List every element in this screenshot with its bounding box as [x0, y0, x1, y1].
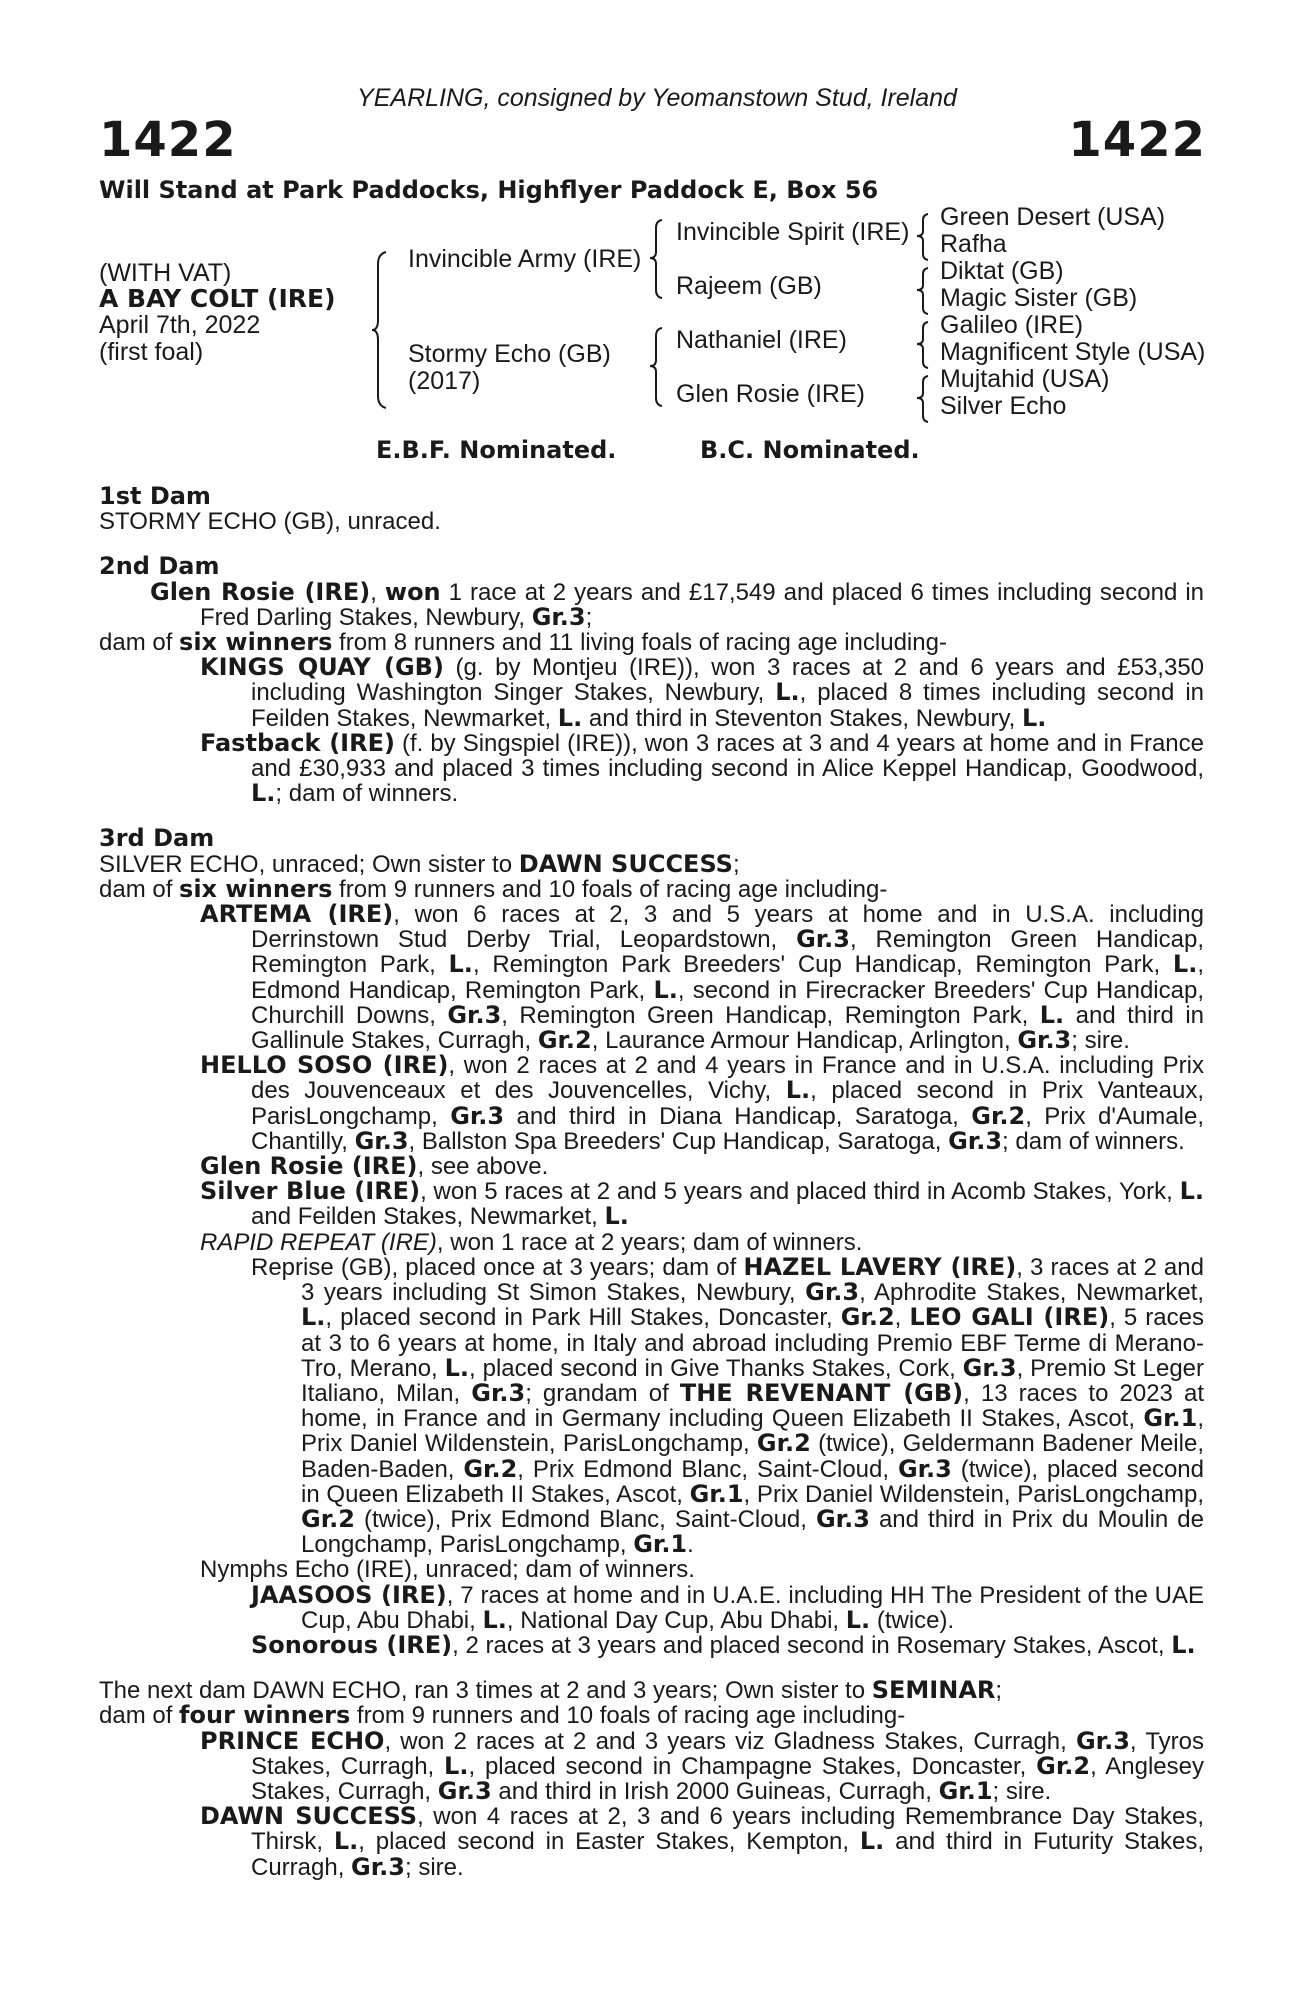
second-dam-won: won: [384, 577, 441, 606]
record-text: (twice), Geldermann Badener Meile, Baden-Baden,: [301, 1430, 1204, 1483]
winners-count: six winners: [179, 874, 333, 903]
pedigree-dam: Stormy Echo (GB): [408, 340, 611, 368]
pedigree-dam-dam: Glen Rosie (IRE): [676, 380, 865, 408]
grade-label: L.: [1172, 950, 1198, 979]
record-text: .: [687, 1531, 694, 1559]
record-text: , Prix Daniel Wildenstein, ParisLongchamp,: [301, 1405, 1204, 1458]
second-dam-name: Glen Rosie (IRE): [150, 577, 371, 606]
record-text: , placed second in Give Thanks Stakes, Cork,: [469, 1354, 963, 1382]
next-dam-produce: [99, 1703, 1204, 1728]
lot-number-right: 1422: [1068, 112, 1206, 168]
record-text: , Anglesey Stakes, Curragh,: [251, 1752, 1204, 1805]
record-text: and third in Futurity Stakes, Curragh,: [251, 1828, 1204, 1881]
record-text: and Feilden Stakes, Newmarket,: [251, 1203, 605, 1231]
produce-name: RAPID REPEAT (IRE): [200, 1228, 437, 1256]
sister-name: DAWN SUCCESS: [518, 849, 733, 878]
produce-name: PRINCE ECHO: [200, 1726, 385, 1755]
pedigree-dam-year: (2017): [408, 367, 481, 395]
pedigree-bracket-sd: [917, 266, 931, 316]
grade-label: Gr.2: [301, 1504, 355, 1533]
record-text: , National Day Cup, Abu Dhabi,: [506, 1606, 846, 1634]
produce-entry: [99, 728, 1204, 808]
record-text: , Remington Green Handicap, Remington Park,: [251, 926, 1205, 979]
first-dam-section: [99, 484, 1204, 534]
record-text: , Aphrodite Stakes, Newmarket,: [859, 1279, 1204, 1307]
grade-label: L.: [444, 1751, 469, 1780]
grade-label: L.: [448, 950, 473, 979]
grade-label: Gr.2: [840, 1303, 895, 1332]
record-text: , 2 races at 3 years and placed second in Rosemary Stakes, Ascot,: [452, 1631, 1172, 1659]
grade-label: Gr.2: [756, 1429, 811, 1458]
record-text: (twice), Prix Edmond Blanc, Saint-Cloud,: [354, 1505, 816, 1533]
first-dam-heading: 1st Dam: [99, 482, 211, 510]
produce-entry-sonorous: [99, 1630, 1204, 1659]
record-text: [251, 901, 1204, 1054]
next-dam-record: [99, 1678, 1204, 1703]
grade-label: L.: [1022, 703, 1047, 732]
record-text: , 13 races to 2023 at home, in France and in Germany including Queen Elizabeth II Stakes, Ascot,: [301, 1379, 1205, 1433]
third-dam-produce: [99, 874, 1204, 903]
produce-name: ARTEMA (IRE): [200, 900, 394, 929]
grade-label: Gr.1: [689, 1479, 744, 1508]
record-text: , Premio St Leger Italiano, Milan,: [301, 1354, 1205, 1407]
record-text: ; grandam of: [525, 1379, 680, 1407]
grade-label: Gr.1: [938, 1776, 993, 1805]
record-text: , Remington Park Breeders' Cup Handicap, Remington Park,: [472, 951, 1173, 979]
grade-label: LEO GALI (IRE): [909, 1303, 1110, 1332]
record-text: , Prix Daniel Wildenstein, ParisLongchamp,: [743, 1480, 1204, 1508]
winners-count: six winners: [179, 628, 333, 657]
grade-label: Gr.3: [437, 1776, 492, 1805]
record-text: [251, 1254, 1204, 1558]
record-text: ; sire.: [404, 1853, 464, 1881]
record-text: from 9 runners and 10 foals of racing age including-: [332, 875, 888, 903]
produce-entry-nymphs-echo: [99, 1557, 1204, 1582]
record-text: from 8 runners and 11 living foals of racing age including-: [332, 629, 947, 657]
pedigree-sss: Green Desert (USA): [940, 203, 1166, 231]
record-text: , placed second in Prix Vanteaux, ParisLongchamp,: [251, 1077, 1204, 1130]
stand-location: Will Stand at Park Paddocks, Highflyer Paddock E, Box 56: [99, 176, 879, 204]
record-text: and third in Irish 2000 Guineas, Curragh,: [491, 1777, 939, 1805]
grade-label: Gr.3: [1075, 1726, 1130, 1755]
grade-label: L.: [301, 1303, 326, 1332]
winners-count: four winners: [179, 1701, 351, 1730]
record-text: dam of: [99, 1702, 180, 1730]
record-text: , placed second in Champagne Stakes, Doncaster,: [468, 1752, 1037, 1780]
record-text: ; dam of winners.: [1002, 1127, 1185, 1155]
record-text: , Laurance Armour Handicap, Arlington,: [591, 1027, 1018, 1055]
third-dam-heading: 3rd Dam: [99, 824, 215, 853]
pedigree-sds: Diktat (GB): [940, 257, 1064, 285]
grade-label: Gr.3: [796, 925, 850, 954]
record-text: , Remington Green Handicap, Remington Park,: [501, 1001, 1040, 1029]
grade-label: L.: [251, 779, 276, 808]
record-text: dam of: [99, 629, 180, 657]
grade-label: Gr.3: [447, 1000, 502, 1029]
produce-name: DAWN SUCCESS: [200, 1802, 418, 1831]
record-text: and third in Gallinule Stakes, Curragh,: [251, 1001, 1204, 1055]
foaling-date: April 7th, 2022: [99, 311, 261, 339]
produce-entry-jaasoos: [99, 1580, 1204, 1634]
record-text: [452, 1632, 1195, 1659]
record-text: ;: [585, 603, 593, 631]
record-text: [251, 1728, 1204, 1805]
record-text: , placed second in Park Hill Stakes, Doncaster,: [325, 1304, 841, 1332]
pedigree-bracket-main: [372, 250, 392, 410]
record-text: and third in Prix du Moulin de Longchamp, ParisLongchamp,: [301, 1505, 1204, 1559]
record-text: , Prix d'Aumale, Chantilly,: [251, 1102, 1204, 1155]
pedigree-bracket-ss: [917, 212, 931, 262]
pedigree-ssd: Rafha: [940, 230, 1007, 258]
next-dam-section: [99, 1678, 1204, 1880]
pedigree-sire: Invincible Army (IRE): [408, 245, 642, 273]
produce-entry-hello-soso: [99, 1053, 1204, 1154]
record-text: , won 5 races at 2 and 5 years and placed third in Acomb Stakes, York,: [420, 1178, 1180, 1206]
produce-entry-rapid-repeat: [99, 1230, 1204, 1255]
grade-label: L.: [604, 1202, 629, 1231]
pedigree-sire-sire: Invincible Spirit (IRE): [676, 218, 910, 246]
grade-label: Gr.3: [897, 1454, 952, 1483]
record-text: dam of: [99, 875, 180, 903]
record-text: , won 2 races at 2 and 4 years in France and in U.S.A. including Prix des Jouvenceaux et des Jouvencelles, Vichy,: [251, 1052, 1204, 1105]
produce-name: Fastback (IRE): [200, 728, 395, 757]
grade-label: Gr.3: [531, 602, 586, 631]
record-text: and third in Diana Handicap, Saratoga,: [504, 1102, 972, 1130]
record-text: , 5 races at 3 to 6 years at home, in Italy and abroad including Premio EBF Terme di Merano-Tro, Merano,: [301, 1304, 1204, 1382]
record-text: ;: [995, 1677, 1003, 1705]
grade-label: Gr.3: [805, 1278, 860, 1307]
record-text: (g. by Montjeu (IRE)), won 3 races at 2 and 6 years and £53,350 including Washington Singer Stakes, Newbury,: [251, 654, 1205, 707]
pedigree-bracket-sire: [650, 218, 666, 300]
grade-label: Gr.3: [815, 1504, 870, 1533]
grade-label: L.: [785, 1076, 811, 1105]
record-text: 1 race at 2 years and £17,549 and placed 6 times including second in Fred Darling Stakes, Newbury,: [200, 578, 1204, 631]
grade-label: L.: [333, 1827, 359, 1856]
grade-label: Gr.2: [1036, 1751, 1091, 1780]
record-text: ; sire.: [992, 1777, 1052, 1805]
record-text: , second in Firecracker Breeders' Cup Handicap, Churchill Downs,: [251, 976, 1204, 1029]
grade-label: HAZEL LAVERY (IRE): [743, 1252, 1017, 1281]
grade-label: Gr.3: [948, 1126, 1003, 1155]
record-text: (twice).: [870, 1606, 955, 1634]
record-text: , Tyros Stakes, Curragh,: [251, 1727, 1205, 1780]
pedigree-ddd: Silver Echo: [940, 392, 1067, 420]
grade-label: L.: [775, 678, 800, 707]
grade-label: Gr.3: [450, 1101, 505, 1130]
record-text: Reprise (GB), placed once at 3 years; dam of: [251, 1253, 744, 1281]
grade-label: Gr.2: [537, 1026, 592, 1055]
produce-entry-silver-blue: [99, 1179, 1204, 1229]
produce-entry-glen-rosie: [99, 1154, 1204, 1179]
pedigree-bracket-dam: [650, 326, 666, 408]
record-text: SILVER ECHO, unraced; Own sister to: [99, 850, 519, 878]
second-dam-produce: [99, 630, 1204, 655]
grade-label: L.: [482, 1605, 507, 1634]
record-text: , won 2 races at 2 and 3 years viz Gladness Stakes, Curragh,: [384, 1727, 1076, 1755]
record-text: , 7 races at home and in U.A.E. including HH The President of the UAE Cup, Abu Dhabi,: [301, 1581, 1204, 1634]
grade-label: THE REVENANT (GB): [679, 1378, 964, 1407]
pedigree-dam-sire: Nathaniel (IRE): [676, 326, 847, 354]
grade-label: L.: [444, 1353, 470, 1382]
grade-label: Gr.1: [1143, 1404, 1198, 1433]
pedigree-bracket-dd: [917, 374, 931, 424]
pedigree-dss: Galileo (IRE): [940, 311, 1084, 339]
record-text: and third in Steventon Stakes, Newbury,: [582, 704, 1023, 732]
record-text: , won 1 race at 2 years; dam of winners.: [436, 1228, 863, 1256]
grade-label: L.: [845, 1605, 871, 1634]
grade-label: Gr.2: [971, 1101, 1026, 1130]
record-text: (f. by Singspiel (IRE)), won 3 races at 3 and 4 years at home and in France and £30,933 and placed 3 times including second in Alice Keppel Handicap, Goodwood,: [251, 729, 1204, 783]
second-dam-record: Glen Rosie (IRE), won 1 race at 2 years and £17,549 and placed 6 times including second in Fred Darling Stakes, Newbury, Gr.3;: [150, 577, 1204, 631]
record-text: , see above.: [417, 1153, 549, 1181]
produce-name: Sonorous (IRE): [251, 1630, 453, 1659]
pedigree-dds: Mujtahid (USA): [940, 365, 1110, 393]
produce-entry-prince-echo: [99, 1726, 1205, 1805]
produce-name: HELLO SOSO (IRE): [200, 1051, 449, 1080]
grade-label: L.: [557, 703, 583, 732]
catalogue-body: [99, 484, 1204, 1880]
second-dam-heading: 2nd Dam: [99, 552, 220, 581]
record-text: , won 6 races at 2, 3 and 5 years at home and in U.S.A. including Derrinstown Stud Derby Trial, Leopardstown,: [251, 901, 1204, 954]
produce-entry-artema: [99, 902, 1204, 1053]
ebf-nomination: E.B.F. Nominated.: [376, 436, 617, 464]
grade-label: L.: [653, 975, 678, 1004]
record-text: Nymphs Echo (IRE), unraced; dam of winners.: [200, 1556, 695, 1584]
grade-label: L.: [1171, 1630, 1196, 1659]
pedigree-dsd: Magnificent Style (USA): [940, 338, 1206, 366]
pedigree-sire-dam: Rajeem (GB): [676, 272, 822, 300]
grade-label: Gr.2: [463, 1454, 518, 1483]
pedigree-sdd: Magic Sister (GB): [940, 284, 1138, 312]
grade-label: Gr.3: [471, 1378, 526, 1407]
record-text: , placed second in Easter Stakes, Kempton,: [358, 1828, 860, 1856]
grade-label: Gr.1: [633, 1530, 688, 1559]
produce-entry: [99, 655, 1204, 731]
grade-label: L.: [1039, 1000, 1065, 1029]
record-text: , Edmond Handicap, Remington Park,: [251, 951, 1204, 1004]
grade-label: L.: [1179, 1177, 1205, 1206]
second-dam-section: [99, 554, 1204, 806]
record-text: ; sire.: [1071, 1027, 1130, 1055]
first-dam-text: STORMY ECHO (GB), unraced.: [99, 508, 441, 536]
grade-label: Gr.3: [1017, 1026, 1072, 1055]
grade-label: Gr.3: [962, 1353, 1017, 1382]
sister-name: SEMINAR: [871, 1676, 996, 1705]
foal-note: (first foal): [99, 338, 204, 366]
grade-label: Gr.3: [351, 1852, 405, 1881]
record-text: The next dam DAWN ECHO, ran 3 times at 2 and 3 years; Own sister to: [99, 1677, 872, 1705]
catalogue-heading: YEARLING, consigned by Yeomanstown Stud, Ireland: [357, 84, 957, 112]
record-text: ; dam of winners.: [275, 780, 459, 808]
pedigree-bracket-ds: [917, 320, 931, 370]
produce-name: Silver Blue (IRE): [200, 1177, 421, 1206]
vat-note: (WITH VAT): [99, 259, 232, 287]
grade-label: L.: [859, 1827, 885, 1856]
grade-label: Gr.3: [354, 1126, 409, 1155]
record-text: , placed 8 times including second in Feilden Stakes, Newmarket,: [251, 679, 1205, 732]
produce-entry-dawn-success: [99, 1804, 1204, 1880]
produce-name: KINGS QUAY (GB): [200, 653, 444, 682]
record-text: ,: [894, 1304, 910, 1332]
third-dam-record: [99, 849, 1204, 878]
produce-name: Glen Rosie (IRE): [200, 1152, 418, 1181]
bc-nomination: B.C. Nominated.: [700, 436, 920, 464]
horse-name: A BAY COLT (IRE): [99, 284, 336, 313]
produce-name: JAASOOS (IRE): [251, 1580, 447, 1609]
record-text: , Ballston Spa Breeders' Cup Handicap, Saratoga,: [408, 1127, 949, 1155]
record-text: , won 4 races at 2, 3 and 6 years including Remembrance Day Stakes, Thirsk,: [251, 1803, 1205, 1856]
record-text: , 3 races at 2 and 3 years including St Simon Stakes, Newbury,: [301, 1253, 1204, 1307]
record-text: , Prix Edmond Blanc, Saint-Cloud,: [517, 1455, 898, 1483]
record-text: from 9 runners and 10 foals of racing age including-: [350, 1702, 906, 1730]
produce-entry-reprise: [99, 1252, 1205, 1559]
lot-number-left: 1422: [99, 112, 237, 168]
third-dam-section: [99, 826, 1204, 1658]
record-text: ;: [732, 850, 740, 878]
record-text: (twice), placed second in Queen Elizabeth II Stakes, Ascot,: [301, 1455, 1205, 1508]
